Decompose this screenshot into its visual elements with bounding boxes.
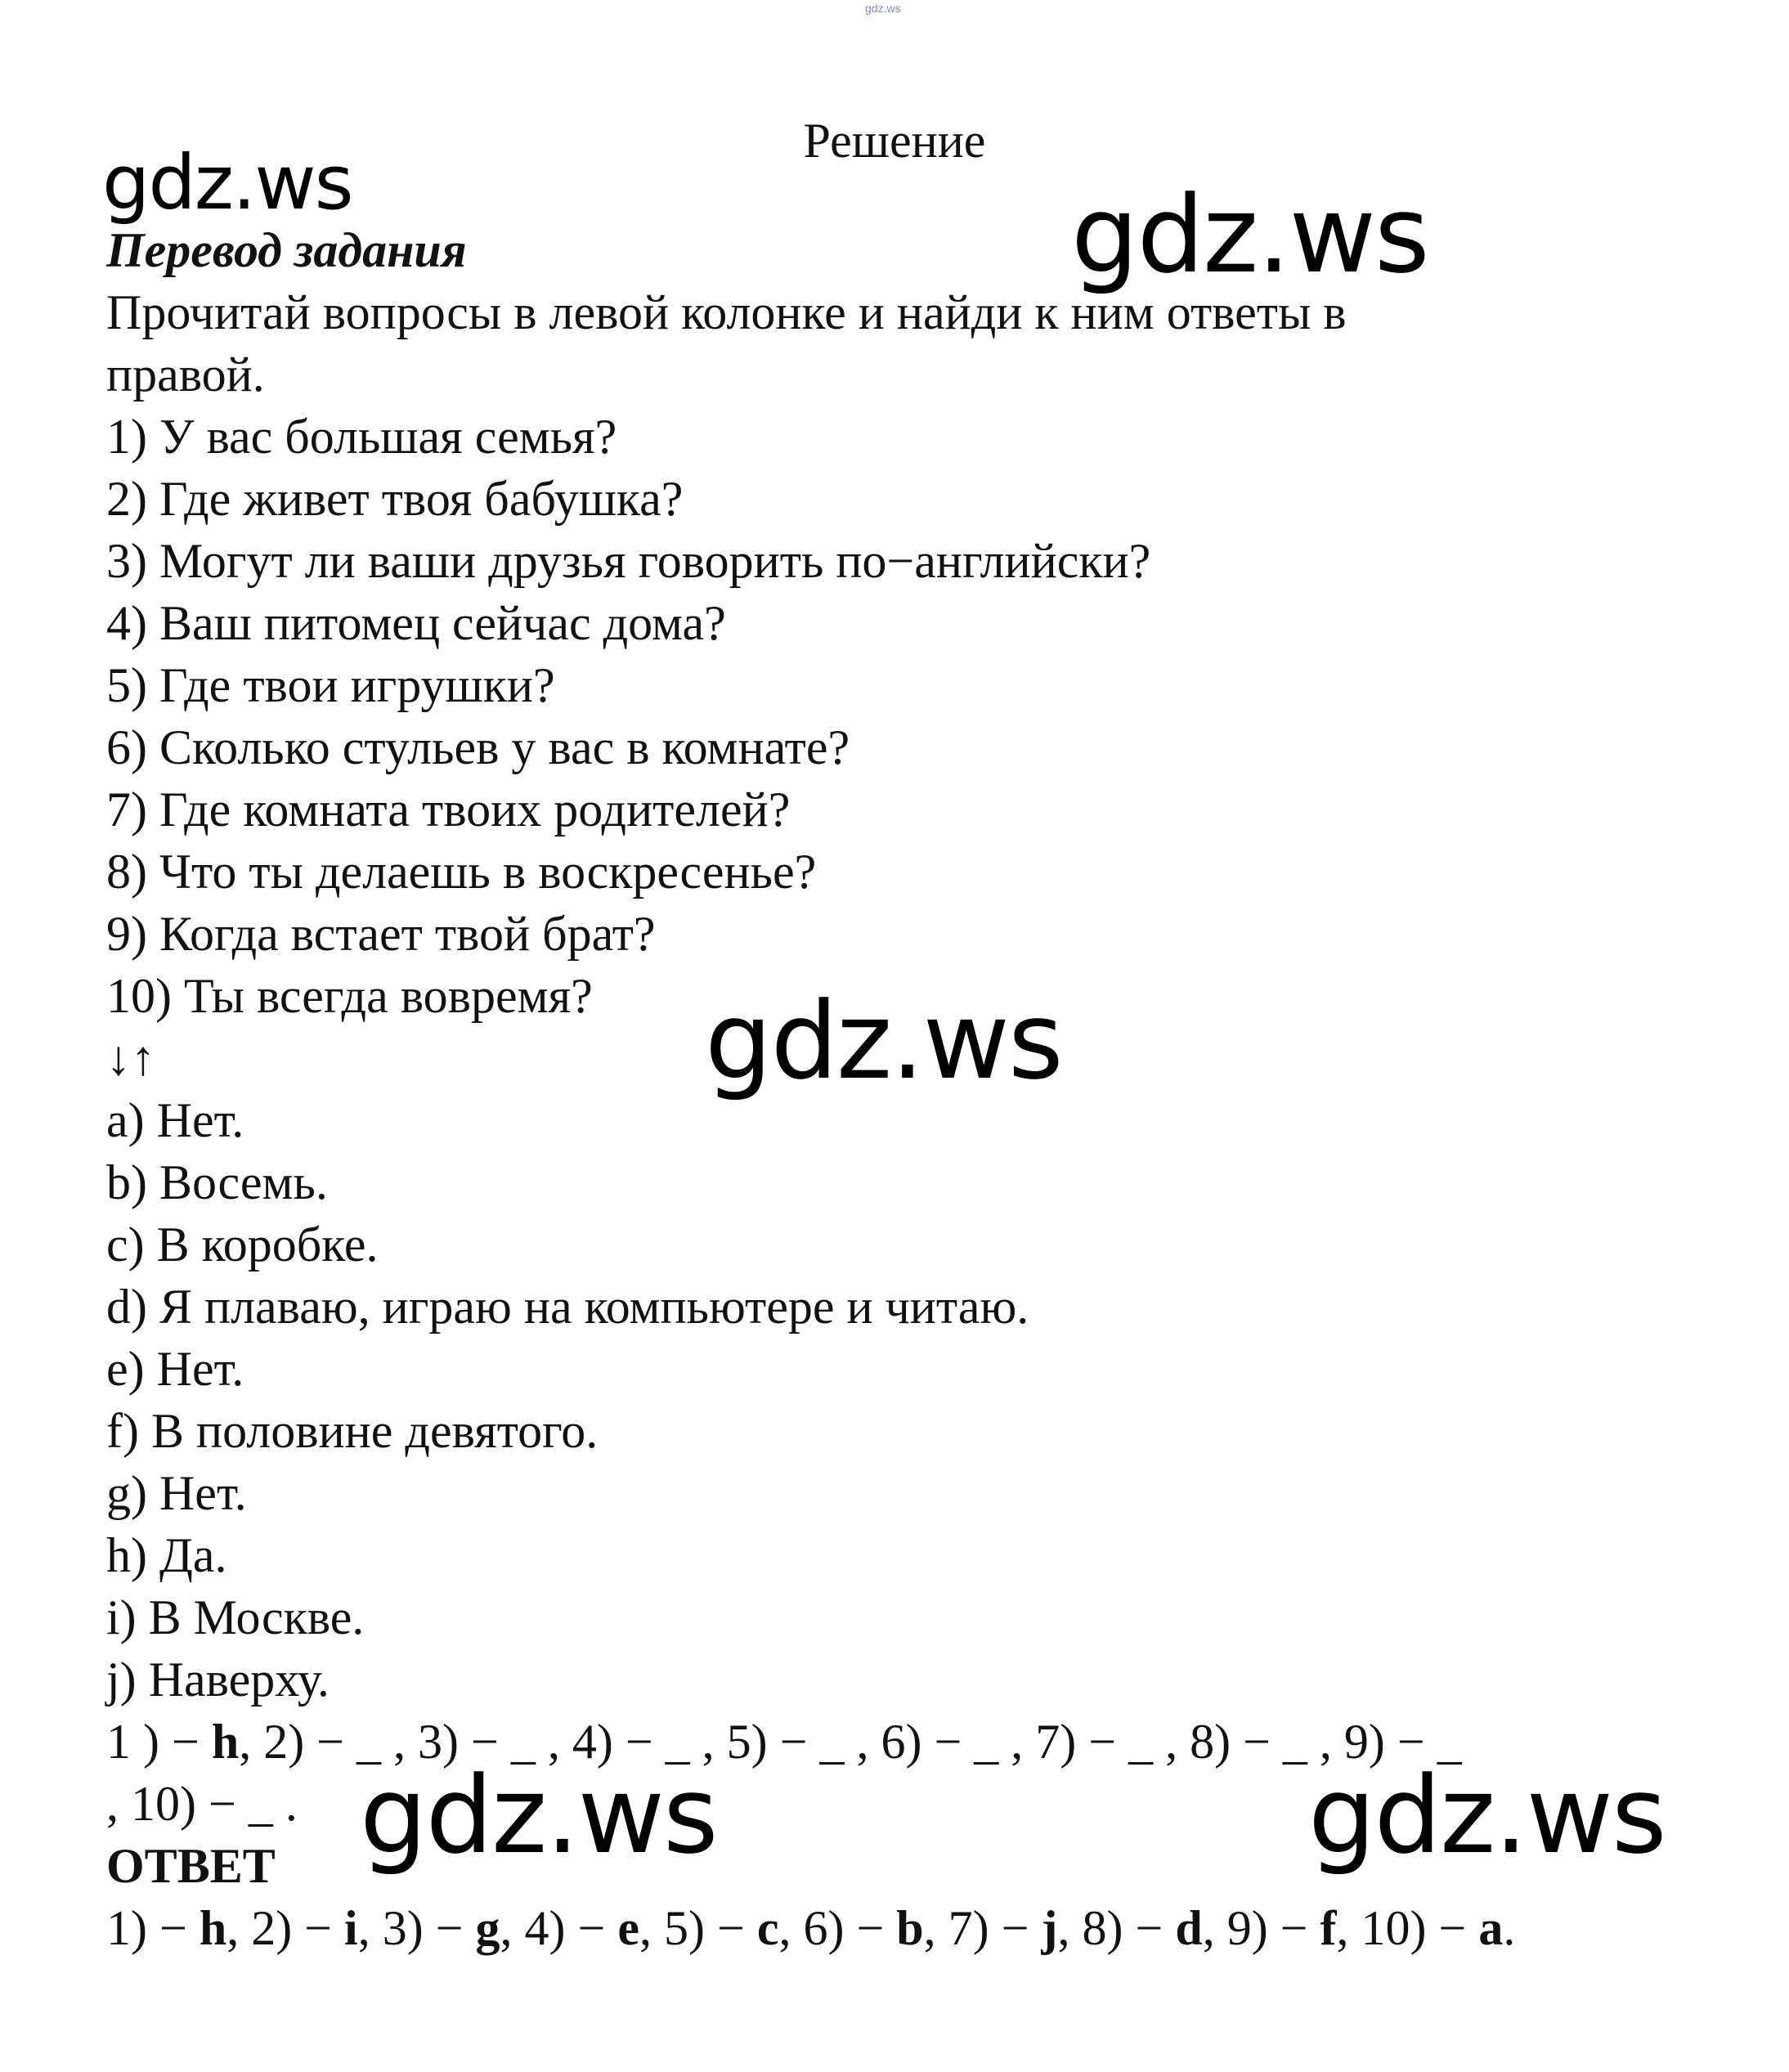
watermark: gdz.ws	[1071, 173, 1428, 297]
example-line: , 10) − _ .	[106, 1777, 298, 1831]
answer-item: a) Нет.	[106, 1093, 244, 1147]
example-line	[106, 1711, 1709, 1773]
solution-letter: f	[1320, 1901, 1337, 1955]
question-item: 1) У вас большая семья?	[106, 410, 617, 464]
answer-item: c) В коробке.	[106, 1218, 379, 1271]
solution-end: .	[1503, 1901, 1516, 1955]
question-item: 3) Могут ли ваши друзья говорить по−английски?	[106, 534, 1151, 588]
solution-letter: h	[199, 1901, 227, 1955]
watermark: gdz.ws	[102, 139, 352, 226]
answer-item: j) Наверху.	[106, 1653, 330, 1706]
solution-letter: j	[1041, 1901, 1058, 1955]
answer-item: e) Нет.	[106, 1342, 244, 1396]
solution-num: , 4) −	[500, 1901, 618, 1955]
question-item: 5) Где твои игрушки?	[106, 658, 555, 712]
solution-num: , 7) −	[923, 1901, 1042, 1955]
answer-title: ОТВЕТ	[106, 1839, 276, 1893]
example-letter: h	[211, 1715, 240, 1769]
document-body	[106, 219, 1709, 1959]
question-item: 9) Когда встает твой брат?	[106, 907, 656, 961]
solution-letter: a	[1478, 1901, 1504, 1955]
question-item: 8) Что ты делаешь в воскресенье?	[106, 845, 817, 899]
question-item: 4) Ваш питомец сейчас дома?	[106, 596, 726, 650]
question-item: 2) Где живет твоя бабушка?	[106, 472, 684, 526]
solution-num: 1) −	[106, 1901, 200, 1955]
page-heading: Решение	[803, 114, 986, 168]
solution-letter: b	[896, 1901, 924, 1955]
example-rest: , 2) − _ , 3) − _ , 4) − _ , 5) − _ , 6) − _ , 7) − _ , 8) − _ , 9) − _	[239, 1715, 1462, 1769]
solution-letter: i	[344, 1901, 358, 1955]
solution-letter: c	[756, 1901, 779, 1955]
solution-num: , 9) −	[1202, 1901, 1320, 1955]
solution-line	[106, 1897, 1709, 1959]
answer-list	[106, 1089, 1709, 1711]
solution-letter: d	[1175, 1901, 1203, 1955]
solution-num: , 3) −	[357, 1901, 476, 1955]
answer-item: g) Нет.	[106, 1466, 247, 1520]
arrows-icon: ↓↑	[106, 1031, 155, 1085]
solution-num: , 10) −	[1336, 1901, 1479, 1955]
solution-letter: g	[475, 1901, 500, 1955]
instruction-line: Прочитай вопросы в левой колонке и найди к ним ответы в	[106, 285, 1347, 339]
answer-item: f) В половине девятого.	[106, 1404, 599, 1458]
question-item: 10) Ты всегда вовремя?	[106, 969, 593, 1023]
instruction-line: правой.	[106, 348, 265, 401]
question-item: 7) Где комната твоих родителей?	[106, 783, 791, 836]
solution-num: , 6) −	[778, 1901, 897, 1955]
answer-item: b) Восемь.	[106, 1155, 328, 1209]
solution-num: , 8) −	[1057, 1901, 1176, 1955]
solution-letter: e	[617, 1901, 639, 1955]
answer-item: d) Я плаваю, играю на компьютере и читаю.	[106, 1280, 1029, 1334]
example-prefix: 1 ) −	[106, 1715, 212, 1769]
question-item: 6) Сколько стульев у вас в комнате?	[106, 720, 850, 774]
solution-num: , 2) −	[226, 1901, 345, 1955]
watermark: gdz.ws	[360, 1753, 717, 1877]
question-list	[106, 406, 1709, 1027]
watermark: gdz.ws	[705, 979, 1062, 1103]
answer-item: h) Да.	[106, 1528, 227, 1582]
site-mark: gdz.ws	[865, 2, 901, 15]
subtitle: Перевод задания	[106, 223, 467, 277]
watermark: gdz.ws	[1308, 1753, 1666, 1877]
solution-num: , 5) −	[639, 1901, 757, 1955]
answer-item: i) В Москве.	[106, 1590, 365, 1644]
